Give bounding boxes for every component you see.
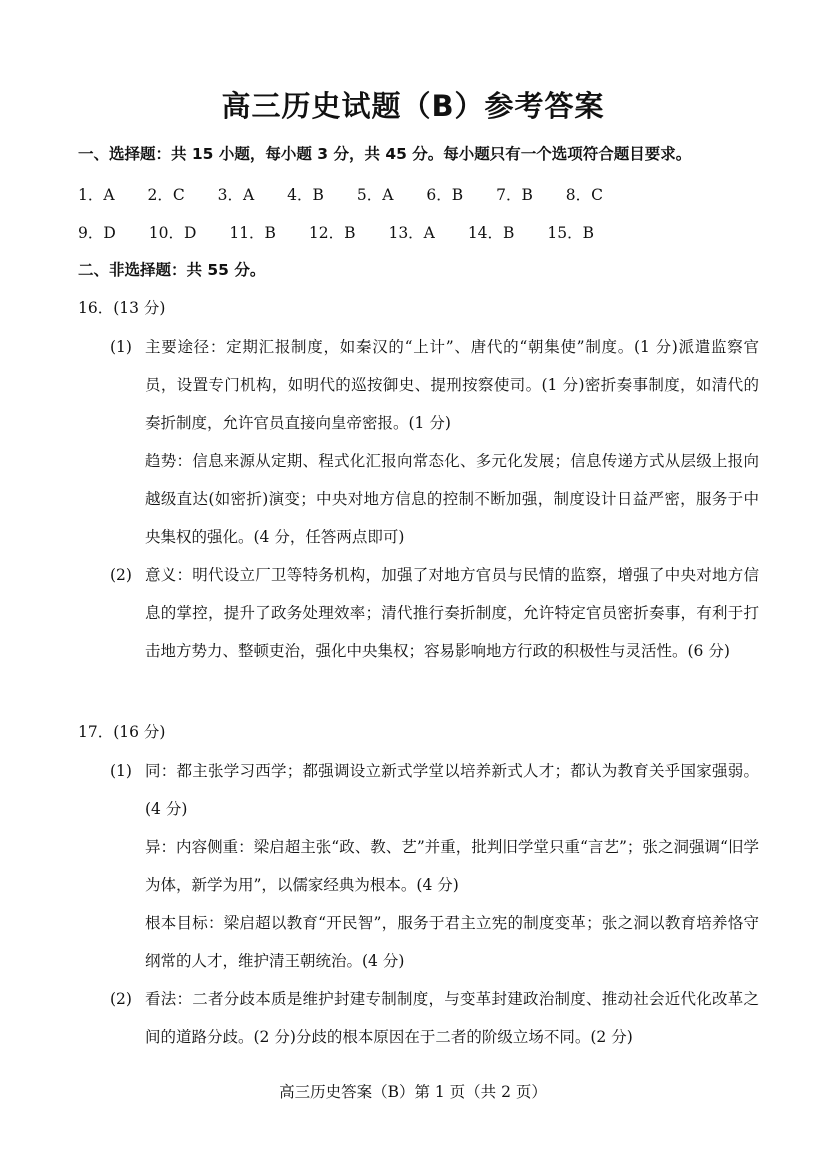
page-title: 高三历史试题（B）参考答案 <box>221 89 605 123</box>
section1-heading: 一、选择题：共 15 小题，每小题 3 分，共 45 分。每小题只有一个选项符合题目要求。 <box>78 145 692 163</box>
q17-part1-text: 同：都主张学习西学；都强调设立新式学堂以培养新式人才；都认为教育关乎国家强弱。(4 分) <box>145 762 759 818</box>
answer-item: 12．B <box>308 224 356 242</box>
q16-number: 16．(13 分) <box>78 299 166 317</box>
page-footer: 高三历史答案（B）第 1 页（共 2 页） <box>279 1083 547 1101</box>
answer-item: 15．B <box>547 224 594 242</box>
answer-item: 5．A <box>356 186 394 204</box>
answer-item: 10．D <box>148 224 197 242</box>
answer-item: 14．B <box>467 224 515 242</box>
q16-part1-label: (1) <box>110 338 132 356</box>
q16-part1-text: 主要途径：定期汇报制度，如秦汉的“上计”、唐代的“朝集使”制度。(1 分)派遣监察官员，设置专门机构，如明代的巡按御史、提刑按察使司。(1 分)密折奏事制度，如清代的奏折制度，允许官员直接向皇帝密报。(1 分) <box>145 338 759 432</box>
section2-heading: 二、非选择题：共 55 分。 <box>78 261 266 279</box>
answer-item: 7．B <box>496 186 533 204</box>
answer-row-1 <box>78 183 631 205</box>
q16-part2-label: (2) <box>110 566 132 584</box>
q16-part1-trend: 趋势：信息来源从定期、程式化汇报向常态化、多元化发展；信息传递方式从层级上报向越级直达(如密折)演变；中央对地方信息的控制不断加强，制度设计日益严密，服务于中央集权的强化。(4 分，任答两点即可) <box>145 452 759 546</box>
q16-part2-text: 意义：明代设立厂卫等特务机构，加强了对地方官员与民情的监察，增强了中央对地方信息的掌控，提升了政务处理效率；清代推行奏折制度，允许特定官员密折奏事，有利于打击地方势力、整顿吏治，强化中央集权；容易影响地方行政的积极性与灵活性。(6 分) <box>145 566 759 660</box>
answer-item: 13．A <box>388 224 435 242</box>
q17-part2-label: (2) <box>110 990 132 1008</box>
q17-part1-diff: 异：内容侧重：梁启超主张“政、教、艺”并重，批判旧学堂只重“言艺”；张之洞强调“旧学为体，新学为用”，以儒家经典为根本。(4 分) <box>145 838 759 894</box>
answer-item: 1．A <box>78 186 115 204</box>
answer-item: 2．C <box>147 186 185 204</box>
answer-item: 11．B <box>229 224 276 242</box>
q17-number: 17．(16 分) <box>78 723 166 741</box>
answer-item: 4．B <box>287 186 324 204</box>
answer-item: 8．C <box>565 186 604 204</box>
q17-part1-goal: 根本目标：梁启超以教育“开民智”，服务于君主立宪的制度变革；张之洞以教育培养恪守纲常的人才，维护清王朝统治。(4 分) <box>145 914 759 970</box>
answer-row-2 <box>78 221 622 243</box>
q17-part2-text: 看法：二者分歧本质是维护封建专制制度，与变革封建政治制度、推动社会近代化改革之间的道路分歧。(2 分)分歧的根本原因在于二者的阶级立场不同。(2 分) <box>145 990 759 1046</box>
q17-part1-label: (1) <box>110 762 132 780</box>
answer-item: 6．B <box>426 186 464 204</box>
answer-item: 9．D <box>78 224 116 242</box>
answer-item: 3．A <box>217 186 255 204</box>
